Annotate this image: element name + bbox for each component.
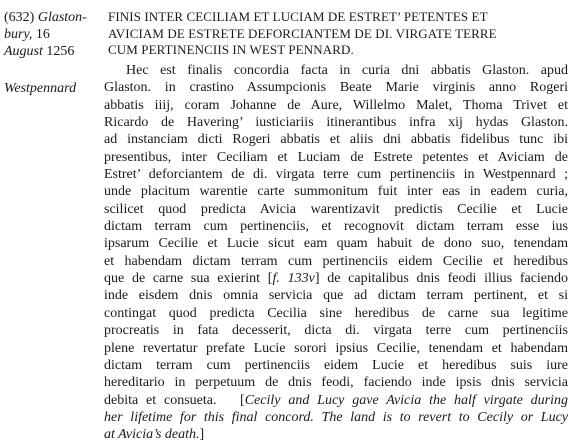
body-line: et habendam dictam terram cum pertinenciis eidem Cecilie et heredibus: [104, 253, 568, 269]
body-line: inde eisdem dnis omnia servicia que ad dictam terram pertinent, et si: [104, 288, 568, 304]
editorial-note: Cecily and Lucy gave Avicia the half virgate during: [244, 392, 568, 408]
body-line: presentibus, inter Ceciliam et Luciam de Estrete petentes et Aviciam de: [104, 149, 568, 165]
body-line-folio: [104, 270, 568, 287]
entry-place-cont: bury,: [4, 27, 33, 42]
body-line: dictam terram cum pertinenciis, et recognovit dictam terram esse ius: [104, 219, 568, 235]
editorial-note-line: her lifetime for this final concord. The land is to revert to Cecily or Lucy: [104, 409, 568, 425]
note-close-bracket: ]: [199, 427, 205, 443]
place-margin-note: Westpennard: [4, 81, 77, 96]
body-line: Estret’ deforciantem de di. virgata terre cum pertinenciis in Westpennard ;: [104, 167, 568, 183]
entry-month: August: [4, 44, 43, 59]
body-line: Glaston. in crastino Assumpcionis Beate Marie virginis anno Rogeri: [104, 80, 568, 96]
body-line: Hec est finalis concordia facta in curia dni abbatis Glaston. apud: [126, 63, 568, 78]
body-line: Ricardo de Havering’ iusticiariis itinerantibus infra xij hydas Glaston.: [104, 115, 568, 131]
body-line: procreatis in fata decesserit, dicta di. virgata terre cum pertinenciis: [104, 323, 568, 339]
heading-line: CUM PERTINENCIIS IN WEST PENNARD.: [108, 42, 354, 57]
editorial-note-last-line: at Avicia’s death.: [104, 427, 200, 443]
entry-year: 1256: [46, 44, 75, 59]
body-line: abbatis iiij, coram Johanne de Aure, Willelmo Malet, Thoma Trivet et: [104, 97, 568, 113]
body-line: scilicet quod predicta Avicia warentizavit predictis Cecilie et Lucie: [104, 201, 568, 217]
entry-heading: [108, 9, 568, 59]
entry-margin-note: [4, 9, 96, 60]
folio-reference: f. 133v: [272, 271, 315, 287]
editorial-note-end: [104, 426, 568, 443]
body-line: plene revertatur prefate Lucie sorori ipsius Cecilie, tenendam et habendam: [104, 340, 568, 356]
heading-line: AVICIAM DE ESTRETE DEFORCIANTEM DE DI. VIRGATE TERRE: [108, 25, 497, 41]
entry-number: (632): [4, 10, 35, 25]
body-line: unde placitum warentie carte summonitum fuit inter eas in eadem curia,: [104, 184, 568, 200]
entry-body-text: [104, 62, 568, 444]
folio-after: ] de capitalibus dnis feodi illius faciendo: [314, 271, 569, 287]
entry-place: Glaston-: [37, 10, 87, 25]
heading-line: FINIS INTER CECILIAM ET LUCIAM DE ESTRET’ PETENTES ET: [108, 9, 488, 24]
body-line-with-note: [104, 392, 568, 409]
body-line: ad instanciam dicti Rogeri abbatis et aliis dni abbatis fidelibus tunc ibi: [104, 132, 568, 148]
body-line-end: debita et consueta.: [104, 392, 217, 408]
body-line: dictam terram cum pertinenciis eidem Lucie et heredibus suis iure: [104, 357, 568, 373]
note-open-bracket: [: [240, 392, 245, 408]
body-line: contingat quod predicta Cecilia sine heredibus de carne sua legitime: [104, 305, 568, 321]
body-line: hereditario in perpetuum de dnis feodi, faciendo inde ipsis dnis servicia: [104, 375, 568, 391]
entry-day: 16: [35, 27, 50, 42]
folio-before: que de carne sua exierint [: [104, 271, 273, 287]
body-line: ipsarum Cecilie et Lucie sicut eam quam habuit de dono suo, tenendam: [104, 236, 568, 252]
